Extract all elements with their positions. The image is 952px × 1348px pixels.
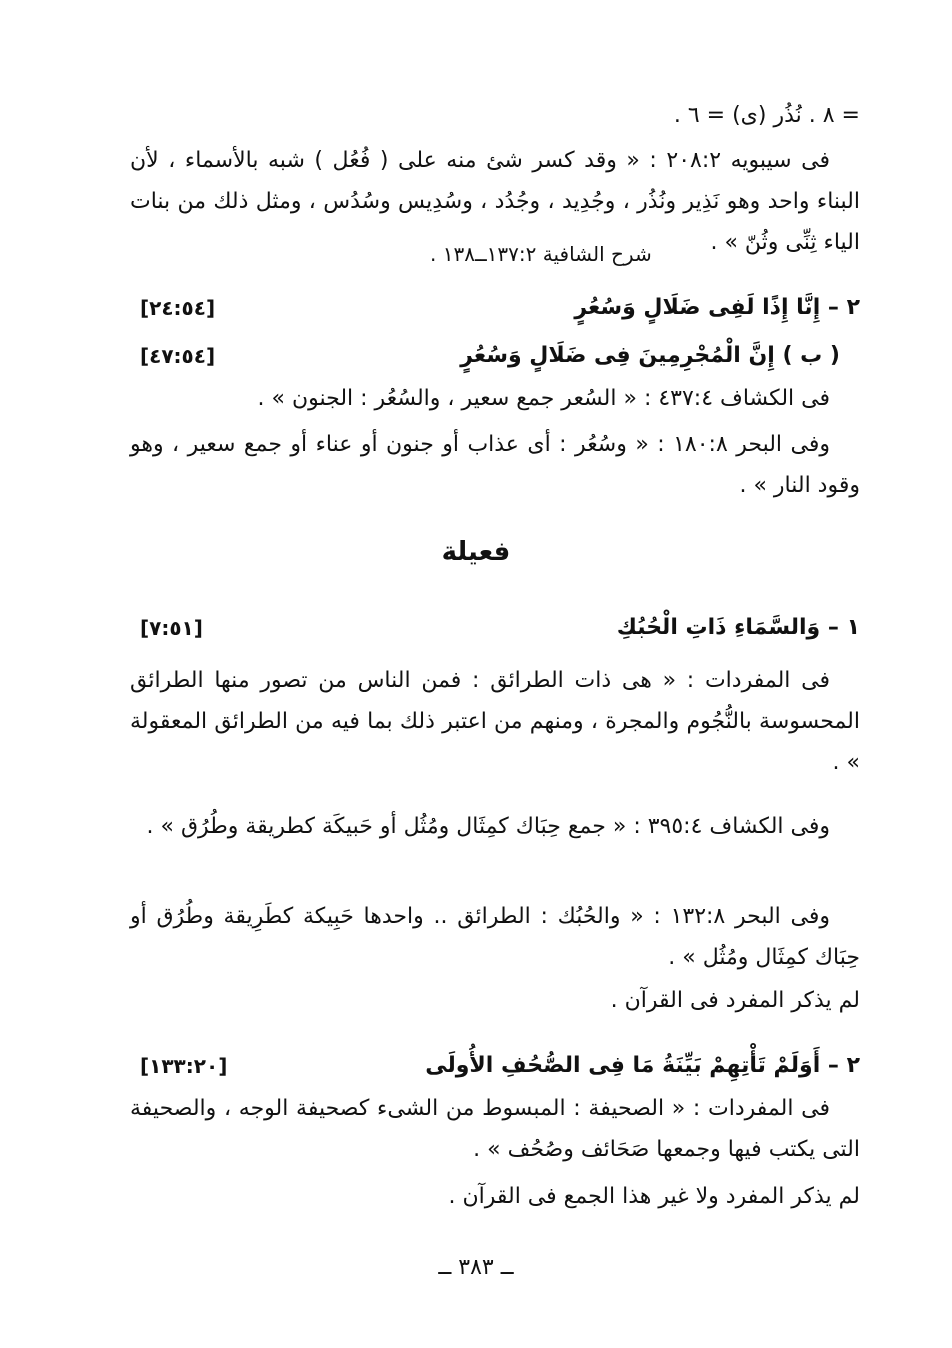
section-heading: فعيلة [441,537,511,567]
note-line: لم يذكر المفرد ولا غير هذا الجمع فى القرآن . [448,1184,860,1209]
verse-text: ٢ – أَوَلَمْ تَأْتِهِمْ بَيِّنَةُ مَا فِى الصُّحُفِ الأُولَى [425,1053,860,1078]
verse-line-2a [130,288,860,328]
bahr-quote: وفى البحر ١٨٠:٨ : « وسُعُر : أى عذاب أو جنون أو عناء أو جمع سعير ، وهو وقود النار » . [130,432,860,498]
verse-text: ١ – وَالسَّمَاءِ ذَاتِ الْحُبُكِ [616,615,860,640]
bahr-quote: وفى البحر ١٣٢:٨ : « والحُبُك : الطرائق .. واحدها حَبِيكة كطَرِيقة وطُرُق أو حِبَاك كمِثَال ومُثُل » . [130,904,860,970]
verse-line-2b [130,336,860,376]
mufradat-quote: فى المفردات : « الصحيفة : المبسوط من الشىء كصحيفة الوجه ، والصحيفة التى يكتب فيها وجمعها صَحَائف وصُحُف » . [130,1096,860,1162]
verse-reference: [٧:٥١] [140,616,203,640]
verse-reference: [٢٤:٥٤] [140,296,216,320]
verse-line-fa3ila-2 [130,1046,860,1086]
verse-text: ( ب ) إِنَّ الْمُجْرِمِينَ فِى ضَلَالٍ وَسُعُرٍ [460,343,840,368]
verse-reference: [٤٧:٥٤] [140,344,216,368]
note-line: لم يذكر المفرد فى القرآن . [610,988,860,1013]
mufradat-quote: فى المفردات : « هى ذات الطرائق : فمن الناس من تصور منها الطرائق المحسوسة بالنُّجُوم والمجرة ، ومنهم من اعتبر ذلك بما فيه من الطرائق المعقولة » . [130,668,860,775]
verse-text: ٢ – إِنَّا إِذًا لَفِى ضَلَالٍ وَسُعُرٍ [574,295,860,320]
intro-paragraph: فى سيبويه ٢٠٨:٢ : « وقد كسر شئ منه على ( فُعُل ) شبه بالأسماء ، لأن البناء واحد وهو نَذِير ونُذُر ، وجُدِيد ، وجُدُد ، وسُدِيس وسُدُس ، ومثل ذلك من بنات الياء ثِنِّى وثُنّ » . [130,148,860,255]
side-note-reference: شرح الشافية ١٣٧:٢ــ١٣٨ . [430,242,652,266]
kashshaf-quote: وفى الكشاف ٣٩٥:٤ : « جمع حِبَاك كمِثَال ومُثُل أو حَبيكَة كطريقة وطُرُق » . [146,814,830,839]
page-number: ــ ٣٨٣ ــ [438,1255,514,1280]
verse-line-fa3ila-1 [130,608,860,648]
top-line: = ٨ . نُذُر (ى) = ٦ . [673,103,860,128]
kashshaf-quote: فى الكشاف ٤٣٧:٤ : « السُعر جمع سعير ، والسُعُر : الجنون » . [257,386,830,411]
verse-reference: [١٣٣:٢٠] [140,1054,228,1078]
